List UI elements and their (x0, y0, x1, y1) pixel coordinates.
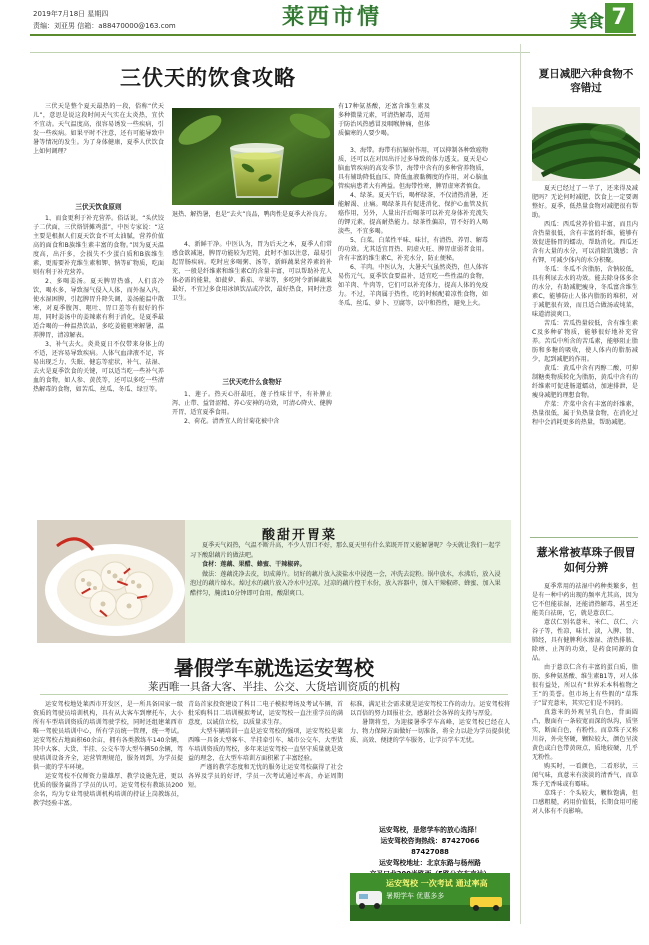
foods-text: 1、莲子。热天心肝最旺，莲子性味甘平，有补脾止泻、止带、益肾涩精、养心安神的功效，可清心降火、健脾开胃，适宜夏季食用。 2、荷花。清香宜人的甘菊花被中含 (172, 391, 332, 425)
recipe-intro: 夏季天气闷热，气温不断升高，不少人胃口不好，那么夏天里有什么菜既开胃又能解暑呢？今天就让我们一起学习下酸甜藕片的做法吧。 (190, 542, 501, 559)
header-rule (30, 34, 636, 36)
heading-foods: 三伏天吃什么食物好 (222, 378, 282, 386)
contact-address: 运安驾校地址：北京东路与杨州路 (379, 859, 481, 867)
watermelon-photo (532, 107, 640, 181)
masthead-logo: 莱西市情 (281, 4, 382, 30)
tea-photo (172, 108, 334, 205)
contact-slogan: 运安驾校，是您学车的放心选择！ (379, 826, 481, 834)
ad-subline: 暑期学车 优惠多多 (386, 892, 445, 900)
issue-date: 2019年7月18日 星期四 (33, 10, 109, 18)
recipe-title: 酸甜开胃菜 (262, 528, 338, 543)
recipe-steps: 做法：莲藕洗净去皮，切成薄片。切好的藕片放入淡盐水中浸泡一会，冲洗去淀粉。锅中放水，水沸后，放入浸泡过的藕片焯水。焯过水的藕片放入冷水中过凉。过凉的藕片控干水份，放入容器中，加入干辣椒碎、蜂蜜、加入果醋拌匀，腌渍10分钟即可食用，酸甜爽口。 (190, 570, 501, 597)
driving-subtitle: 莱西唯一具备大客、半挂、公交、大货培训资质的机构 (148, 681, 400, 693)
page-header (0, 0, 649, 36)
recipe-text (190, 541, 504, 598)
driving-col3: 标准，满足社会需求就是运安驾校工作的动力。运安驾校将以百倍的努力回报社会，感谢社会各界的支持与厚爱。 暑期将至，为迎接暑季学车高峰，运安驾校已经在人力、物力保障方面做好一切准备，将全力以赴为学员提供优质、高效、便捷的学车服务，让学员学车无忧。 (350, 701, 510, 744)
article-title: 三伏天的饮食攻略 (120, 65, 296, 90)
right-divider (530, 537, 638, 538)
fresh-food-text: 4、新鲜干净。中医认为，胃为后天之本，夏季人们常感食欲减退，脾胃功能较为迟钝，此时不加以注意，最易引起胃肠疾病。吃时应多喝粥、汤等，新鲜蔬果营养素的补充，一般是纤维素和维生素C的含量丰富，可以帮助补充人体必需的能量，如菠萝、番茄、苹果等，多吃时令新鲜蔬果最好，不宜过多食用冰镇饮品或冷饮，最好热食，同时注意卫生。 (172, 241, 332, 302)
driving-rule (40, 694, 508, 695)
page-number: 7 (605, 3, 633, 33)
diet-text: 夏天已经过了一半了，还来得及减肥吗？无论何时减肥，饮食上一定要调整好。夏季，低热量食物对减肥很有帮助。 西瓜：西瓜营养价值丰富，而且内含热量很低，含有丰富的纤维，能够有效促进肠胃的蠕动，帮助消化。西瓜还含有大量的水分，可以消除饥饿感；含有钾，可减少体内的水分积聚。 冬瓜：冬瓜不含脂肪，含钠较低，具有利尿去水的功效。能去除身体多余的水分，有助减肥瘦身，冬瓜富含维生素C，能够防止人体内脂肪的堆积，对于减肥很有效，而且适合做汤或炖菜，味道清淡爽口。 苦瓜：苦瓜热量较低，含有维生素C及多种矿物质，能够很好地补充营养。苦瓜中所含的苦瓜素，能够阻止脂肪和多糖的吸收，使人体内的脂肪减少，起到减肥的作用。 黄瓜：黄瓜中含有丙醇二酸，可抑制糖类物质转化为脂肪，黄瓜中含有的纤维素可促进肠道蠕动，加速排泄，是瘦身减肥的理想食物。 芹菜：芹菜中含有丰富的纤维素，热量很低，属于负热量食物，在消化过程中会消耗更多的热量，帮助减肥。 (532, 185, 638, 426)
contact-hotline: 运安驾校咨询热线：87427066 (380, 837, 480, 845)
editor-info: 责编：刘亚男 信箱：a88470000@163.com (33, 22, 176, 30)
driving-contact (350, 825, 510, 880)
coix-title: 薏米常被草珠子假冒如何分辨 (536, 546, 636, 574)
title-rule (30, 52, 530, 53)
principles-text: 1、而食更利于补充营养。俗话说，“头伏饺子二伏面，三伏烙饼摊鸡蛋”，中医专家说：“这主要是根据人们夏天饮食不可太油腻，营养价值高的面食和B族维生素丰富的食物。”因为夏天温度高，出汗多，会损失不少蛋白质和B族维生素，更需要补充维生素和钾、钠等矿物质，吃面则有利于补充营养。 2、多喝姜汤。夏天脾胃热盛，人们喜冷饮，喝水多，导致湿气侵入人体，而外湿入内，使水湿困脾，引起脾胃升降失调，姜汤能温中散寒，对夏季腹泻、呕吐、胃口差等有很好的作用，同时姜汤中的姜辣素有利于消化，是夏季最适合喝的一种温热饮品，多吃姜能驱寒解暑，温养脾胃，清凉解表。 3、补气去火。炎炎夏日不仅带来身体上的不适，还容易导致疾病。人体气血津液不足，容易出现乏力、失眠、健忘等症状，补气、祛湿、去火是夏季饮食的关键，可以适当吃一些补气养血的食物，如人参、黄芪等，还可以多吃一些清热解毒的食物，如苦瓜、丝瓜、冬瓜、绿豆等。 (33, 215, 164, 393)
driving-title: 暑假学车就选运安驾校 (174, 656, 374, 680)
coix-text: 夏季常用的祛湿中药种类繁多，但是有一种中药出现的频率尤其高，因为它不但能祛湿，还能清热解毒，甚至还能美白祛斑，它，就是薏苡仁。 薏苡仁别名薏米、米仁、苡仁、六谷子等，性凉，味甘、淡，入脾、肾、肺经，具有健脾利水渗湿、清热排脓、除痹、止泻的功效，是药食同源的食品。 由于薏苡仁含有丰富的蛋白质，脂肪、多种氨基酸、维生素B1等，对人体很有益处，所以有“世界禾本科植物之王”的美誉。但市场上有些假的“草珠子”冒充薏米，其实它们是不同的。 真薏米的外观呈乳白色，背面圆凸，腹面有一条较宽而深的纵沟，质坚实，断面白色，有粉性。而草珠子又称川谷，外壳坚硬，颗粒较大，颜色呈淡黄色或白色带黄斑点，质地较硬，几乎无粉性。 购买时，一看颜色，二看形状，三闻气味，真薏米有淡淡的清香气，而草珠子无香味或有霉味。 草珠子：个头较大，颗粒饱满，但口感粗糙，药用价值低，长期食用可能对人体有不良影响。 (532, 583, 638, 815)
driving-col2: 青岛首家投资建设了科目二电子模拟考场及考试车辆，首批采购科目二培训模拟考试，运安驾校一直注重学员的满意度，以诚信立校，以质量求生存。 大型车辆培训一直是运安驾校的强项，运安驾校是莱西唯一具备大型客车、半挂牵引车、城市公交车、大型货车培训资质的驾校，多年来运安驾校一直坚守质量就是效益的理念，在大型车培训方面积累了丰富经验。 严谨的教学态度和无忧的服务让运安驾校赢得了社会各界及学员的好评，学员一次考试通过率高，办证周期短。 (188, 701, 343, 789)
ad-headline: 运安驾校 一次考试 通过率高 (386, 879, 488, 888)
lotus-root-photo (37, 520, 185, 643)
article-col3: 3、海带。海带有抗辐射作用，可以抑制各种致癌物质，还可以在对因出汗过多导致的体力透支。夏天是心脑血管疾病的高发季节，海带中含有的多种营养物质，具有辅助降低血压、降低血液黏稠度的作用，对心脑血管疾病患者大有裨益。但海带性寒，脾胃虚寒者慎食。 4、绿茶。夏天午后，喝杯绿茶，不仅清热消暑，还能解渴、止痛。喝绿茶具有促进消化、保护心血管及抗癌作用，另外，人量出汗后喝茶可以补充身体补充流失的钾元素，提高耐热能力。绿茶性偏凉，胃不好的人喝淡些，不宜多喝。 5、白菜。白菜性平味、味甘，有清热、养胃、解毒的功效。尤其适宜胃热、阴虚火旺、脾胃虚弱者食用。含有丰富的维生素C，补充水分，防止便秘。 6、羊肉。中医认为，大暑天气虽然炎热，但人体容易伤元气，夏季饮食要温补，适宜吃一些性温的食物，如羊肉、牛肉等，它们可以补充体力，提高人体的免疫力。不过，羊肉属于热性，吃的时候配着凉性食物，如冬瓜、丝瓜、萝卜、豆腐等，以中和热性，避免上火。 (338, 147, 488, 307)
heading-principles: 三伏天饮食原则 (75, 203, 122, 211)
section-label: 美食 (570, 12, 604, 32)
article-col-top-mid: 有17种氨基酸，还富含维生素及多种微量元素，可清热解毒，适用于防治风热感冒及咽喉肿痛，但体质偏寒的人要少喝。 (338, 103, 430, 137)
article-col2-continue: 退热、解热暑，也是“去火”良品，鸭肉性是夏季大补良方。 (172, 211, 331, 218)
driving-ad-banner (350, 873, 510, 921)
column-divider (520, 44, 521, 924)
article-intro: 三伏天是整个夏天最热的一段，俗称“伏天儿”，意思是说这段时间天气实在太炎热，宜伏不宜动。天气温度高，很容易诱发一些疾病，引发一些疾病。如果平时不注意，还有可能导致中暑等情况的发生。为了身体健康，夏季人伏饮食上如何调理？ (33, 103, 164, 155)
driving-col1: 运安驾校地处莱西市开发区，是一所具备国家一级资质的驾驶员培训机构，具有从大客车到摩托车，大小所有车型培训资质的培训驾驶学校，同时还组建莱西市唯一驾驶员培训中心，所有学员统一管理，统一考试。运安驾校占地面积60余亩，拥有各类教练车140余辆，其中大客、大货、半挂、公交车等大型车辆50余辆，驾驶培训设备齐全，运营管理规范，服务周到，为学员提供一流的学车环境。 运安驾校不仅师资力量雄厚、教学设施先进，更以优质的服务赢得了学员的认可。运安驾校有教练员200余名，均为专业驾驶培训机构培训的持证上岗教练员，教学经验丰富。 (33, 701, 183, 807)
recipe-ingredients: 食材：莲藕、果醋、蜂蜜、干辣椒碎。 (202, 561, 306, 568)
contact-hotline-2: 87427088 (411, 848, 449, 856)
diet-title: 夏日减肥六种食物不容错过 (538, 68, 634, 94)
